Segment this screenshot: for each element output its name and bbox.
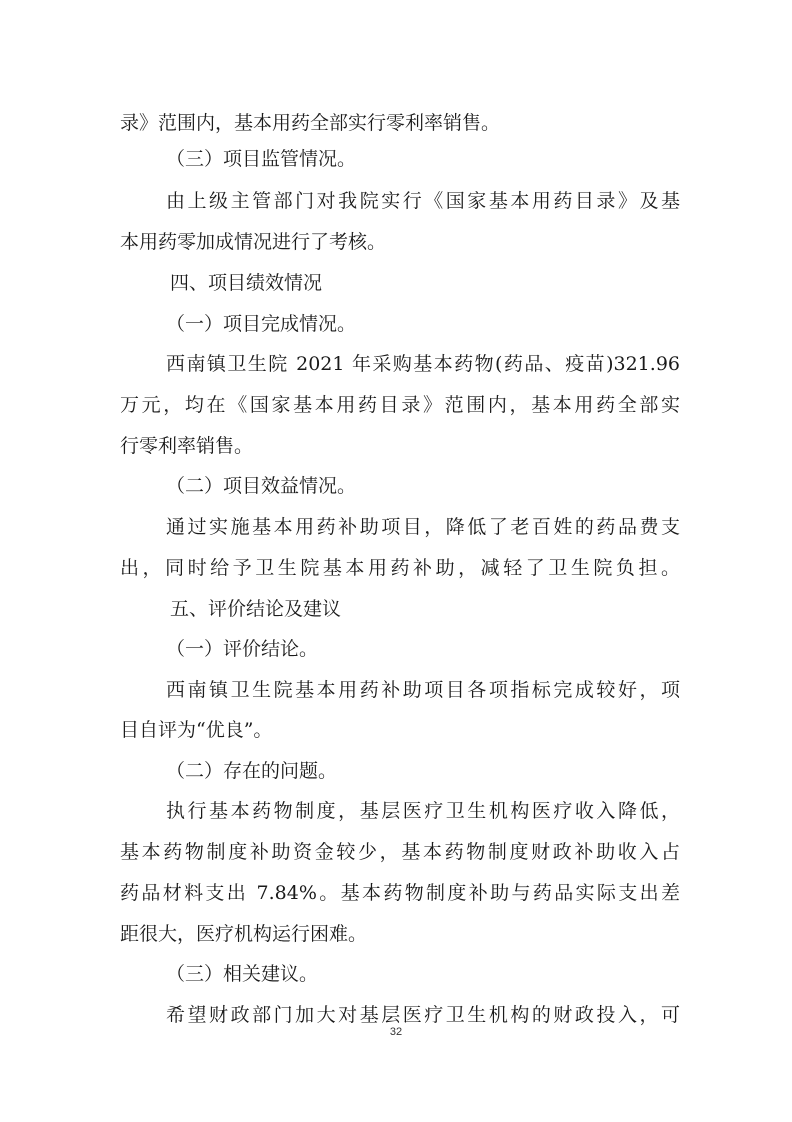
subsection-heading: （三）相关建议。 <box>166 963 319 985</box>
paragraph-first-line: 由上级主管部门对我院实行《国家基本用药目录》及基 <box>166 190 680 212</box>
body-text-line: 出，同时给予卫生院基本用药补助，减轻了卫生院负担。 <box>120 557 680 579</box>
body-text-line: 行零利率销售。 <box>120 435 254 457</box>
section-heading: 五、评价结论及建议 <box>170 598 342 620</box>
subsection-heading: （二）存在的问题。 <box>166 760 338 782</box>
body-text-line: 本用药零加成情况进行了考核。 <box>120 231 387 253</box>
paragraph-first-line: 通过实施基本用药补助项目，降低了老百姓的药品费支 <box>166 516 680 538</box>
body-text-line: 距很大，医疗机构运行困难。 <box>120 923 368 945</box>
subsection-heading: （二）项目效益情况。 <box>166 475 357 497</box>
section-heading: 四、项目绩效情况 <box>170 272 323 294</box>
paragraph-first-line: 希望财政部门加大对基层医疗卫生机构的财政投入，可 <box>166 1004 680 1026</box>
paragraph-first-line: 西南镇卫生院基本用药补助项目各项指标完成较好，项 <box>166 679 680 701</box>
subsection-heading: （一）项目完成情况。 <box>166 313 357 335</box>
subsection-heading: （三）项目监管情况。 <box>166 148 357 170</box>
paragraph-first-line: 执行基本药物制度，基层医疗卫生机构医疗收入降低， <box>166 800 680 822</box>
body-text-line: 录》范围内，基本用药全部实行零利率销售。 <box>120 112 501 134</box>
body-text-line: 药品材料支出 7.84%。基本药物制度补助与药品实际支出差 <box>120 882 680 904</box>
page-number: 32 <box>389 1026 403 1038</box>
body-text-line: 基本药物制度补助资金较少，基本药物制度财政补助收入占 <box>120 841 680 863</box>
paragraph-first-line: 西南镇卫生院 2021 年采购基本药物(药品、疫苗)321.96 <box>166 353 680 375</box>
subsection-heading: （一）评价结论。 <box>166 638 319 660</box>
body-text-line: 万元，均在《国家基本用药目录》范围内，基本用药全部实 <box>120 394 680 416</box>
body-text-line: 目自评为“优良”。 <box>120 719 273 741</box>
